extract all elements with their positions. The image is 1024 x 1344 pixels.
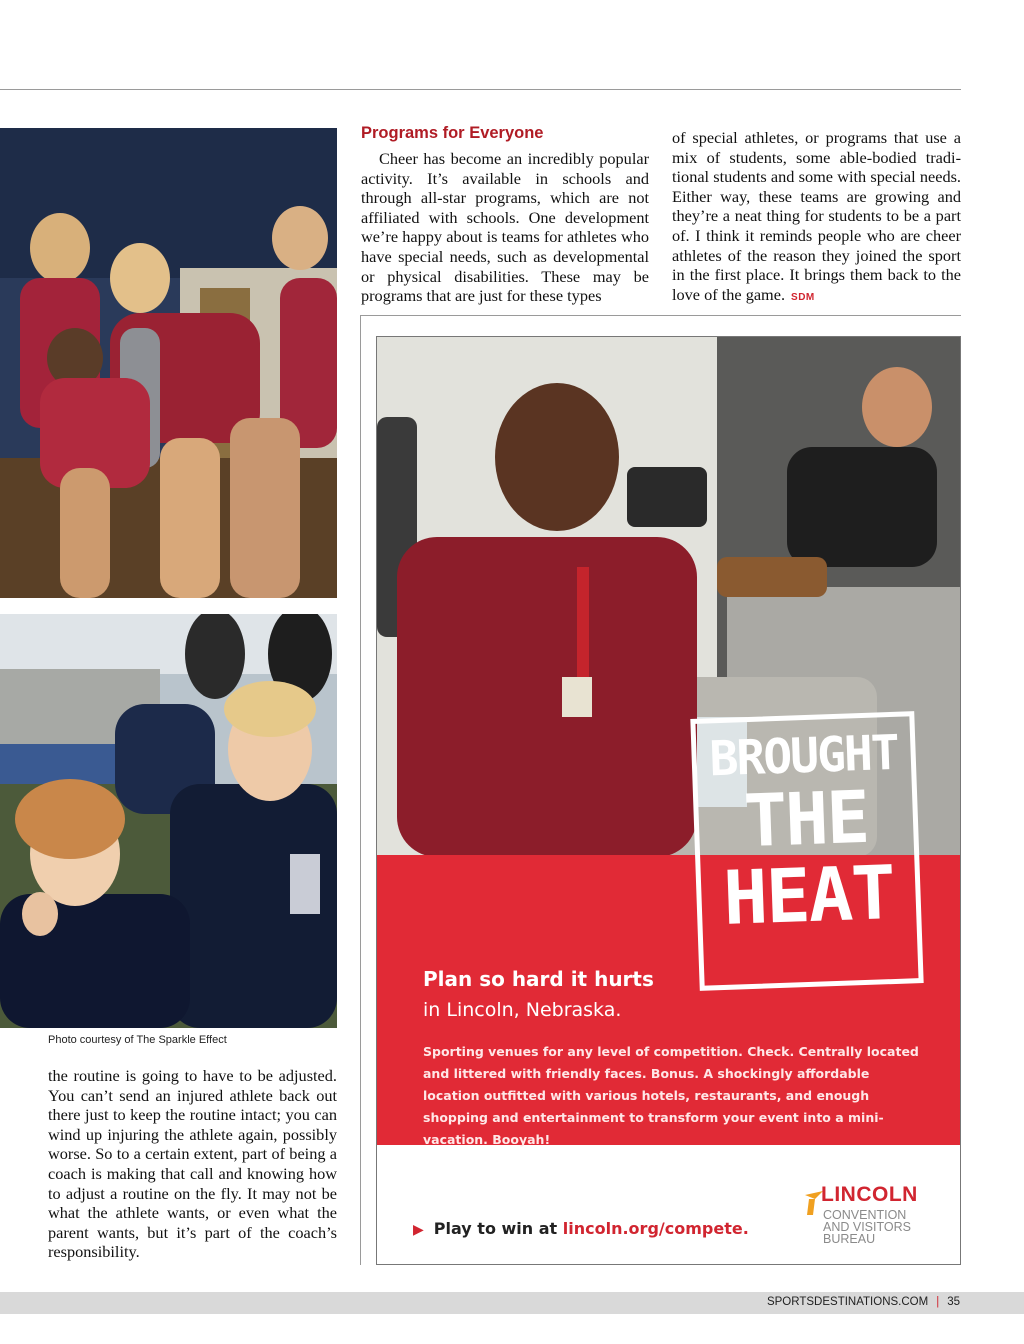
top-rule xyxy=(0,89,961,90)
article-right-column xyxy=(672,128,961,307)
ad-call-to-action xyxy=(413,1219,749,1238)
ad-subhead: in Lincoln, Nebraska. xyxy=(423,999,622,1021)
article-middle-column xyxy=(361,124,649,306)
logo-line-3: BUREAU xyxy=(823,1232,876,1246)
column-divider xyxy=(360,315,361,1265)
logo-line-2: AND VISITORS xyxy=(823,1220,911,1234)
sparkle-effect-photo xyxy=(0,614,337,1028)
cheerleaders-photo xyxy=(0,128,337,598)
ad-top-rule xyxy=(360,315,961,316)
brought-the-heat-stamp xyxy=(690,711,923,991)
cta-prefix: Play to win at xyxy=(433,1219,558,1238)
right-column-body: of special athletes, or programs that use a mix of students, some able-bodied traditional students and some with special needs. Either way, these teams are growing and they’re a neat thing for students to be a part of. I think it reminds people who are cheer athletes of the reason they joined the sport in the first place. It brings them back to the love of the game. xyxy=(672,128,961,304)
footer-separator: | xyxy=(936,1296,940,1308)
cta-link[interactable]: lincoln.org/compete. xyxy=(562,1219,749,1238)
logo-line-1: CONVENTION xyxy=(823,1208,907,1222)
sdm-end-mark: SDM xyxy=(791,291,815,303)
right-column-text xyxy=(672,128,961,307)
lincoln-advertisement xyxy=(376,336,961,1265)
stamp-line-2: THE xyxy=(742,774,870,864)
page-footer xyxy=(767,1296,960,1308)
ad-headline: Plan so hard it hurts xyxy=(423,967,654,991)
play-arrow-icon: ▶ xyxy=(413,1222,424,1238)
footer-site: SPORTSDESTINATIONS.COM xyxy=(766,1296,929,1308)
photo-caption: Photo courtesy of The Sparkle Effect xyxy=(48,1034,227,1046)
lincoln-cvb-logo xyxy=(803,1183,961,1258)
stamp-line-3: HEAT xyxy=(722,850,896,942)
page-number: 35 xyxy=(947,1296,960,1308)
ad-body-text: Sporting venues for any level of competition. Check. Centrally located and littered with friendly faces. Bonus. A shockingly affordable location outfitted with various hotels, restaurants, and enough shopping and entertainment to transform your event into a mini-vacation. Booyah! xyxy=(423,1044,919,1147)
middle-column-text: Cheer has become an incredibly popular activity. It’s available in schools and through all-star programs, which are not affiliated with schools. One development we’re happy about is teams for athletes who have special needs, such as developmental or physical disabilities. These may be programs that are just for these types xyxy=(361,149,649,306)
logo-name: LINCOLN xyxy=(821,1183,918,1206)
section-heading: Programs for Everyone xyxy=(361,124,544,142)
left-column-text: the routine is going to have to be adjusted. You can’t send an injured athlete back out there just to keep the routine intact; you can wind up injuring the athlete again, possibly worse. So to a certain extent, part of being a coach is making that call and knowing how to adjust a routine on the fly. It may not be what the athlete wants, or even what the parent wants, but it’s part of the coach’s responsibility. xyxy=(48,1066,337,1262)
stamp-line-1: BROUGHT xyxy=(708,724,899,788)
